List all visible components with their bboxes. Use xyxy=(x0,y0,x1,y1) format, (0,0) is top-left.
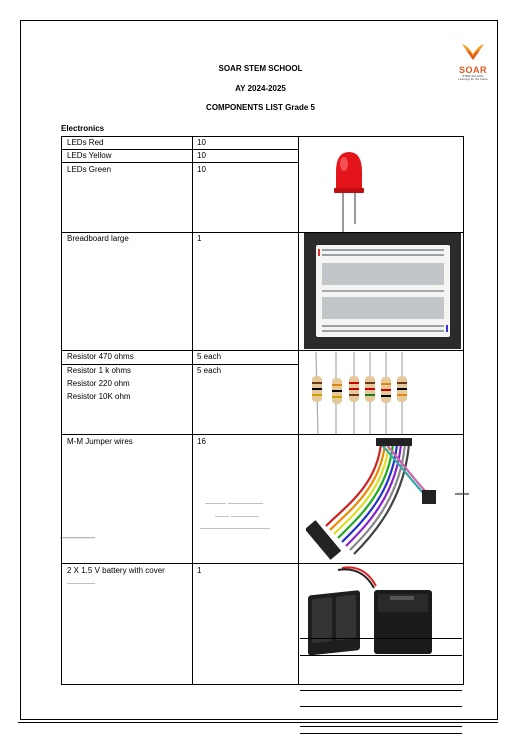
breadboard-image xyxy=(304,233,461,349)
bird-logo-icon xyxy=(458,40,488,62)
item-led-yellow: LEDs Yellow xyxy=(67,151,112,160)
item-led-green: LEDs Green xyxy=(67,165,112,174)
section-title: Electronics xyxy=(61,124,105,133)
qty-led-yellow: 10 xyxy=(197,151,206,160)
item-resistor-470: Resistor 470 ohms xyxy=(67,352,134,361)
ghost-artifact: ▬▬ xyxy=(455,490,469,497)
logo-tagline: Learning for the future xyxy=(458,77,488,81)
document-title: COMPONENTS LIST Grade 5 xyxy=(206,103,315,112)
item-resistor-220: Resistor 220 ohm xyxy=(67,379,130,388)
item-led-red: LEDs Red xyxy=(67,138,104,147)
school-logo xyxy=(453,40,493,80)
logo-subtitle: STEM SCHOOL xyxy=(462,74,484,78)
ghost-artifact: ――――― xyxy=(60,535,95,542)
qty-breadboard: 1 xyxy=(197,234,202,243)
item-resistor-10k: Resistor 10K ohm xyxy=(67,392,131,401)
academic-year: AY 2024-2025 xyxy=(235,84,286,93)
item-battery-holder: 2 X 1.5 V battery with cover xyxy=(67,566,165,575)
ghost-artifact: ―――――――――― xyxy=(200,525,270,532)
qty-battery-holder: 1 xyxy=(197,566,202,575)
led-image xyxy=(330,150,370,232)
resistors-image xyxy=(306,352,416,434)
ghost-artifact: ―― ―――― xyxy=(215,513,259,520)
school-name: SOAR STEM SCHOOL xyxy=(218,64,303,73)
qty-resistor-1k: 5 each xyxy=(197,366,222,375)
qty-led-red: 10 xyxy=(197,138,206,147)
item-resistor-1k: Resistor 1 k ohms xyxy=(67,366,132,375)
jumper-wires-image xyxy=(306,436,456,561)
qty-led-green: 10 xyxy=(197,165,206,174)
qty-resistor-470: 5 each xyxy=(197,352,222,361)
qty-jumper-wires: 16 xyxy=(197,437,206,446)
item-breadboard: Breadboard large xyxy=(67,234,129,243)
battery-holder-image xyxy=(304,566,444,666)
ghost-artifact: ――― ――――― xyxy=(205,500,263,507)
item-jumper-wires: M-M Jumper wires xyxy=(67,437,133,446)
ghost-artifact: ―――― xyxy=(67,580,95,587)
logo-word: SOAR xyxy=(458,65,487,75)
